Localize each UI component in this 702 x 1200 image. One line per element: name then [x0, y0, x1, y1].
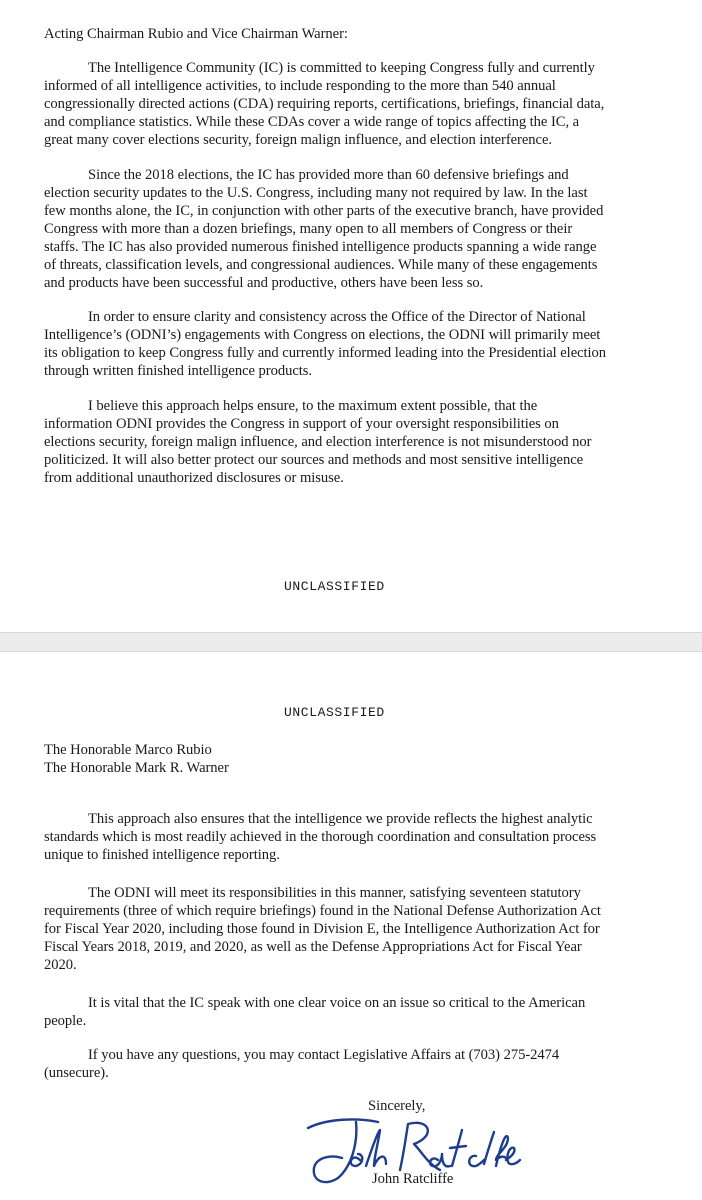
p1-paragraph1-line: The Intelligence Community (IC) is committed to keeping Congress fully and currently: [88, 60, 595, 76]
p2-paragraph2-line: The ODNI will meet its responsibilities in this manner, satisfying seventeen statutory: [88, 885, 581, 901]
p2-paragraph3-line: It is vital that the IC speak with one clear voice on an issue so critical to the American: [88, 995, 586, 1011]
p1-paragraph2-line: of threats, classification levels, and congressional audiences. While many of these engagements: [44, 257, 598, 273]
p2-paragraph2-line: Fiscal Years 2018, 2019, and 2020, as well as the Defense Appropriations Act for Fiscal Year: [44, 939, 582, 955]
p1-paragraph4-line: from additional unauthorized disclosures or misuse.: [44, 470, 344, 486]
p2-paragraph1-line: unique to finished intelligence reporting.: [44, 847, 280, 863]
p2-paragraph1-line: standards which is most readily achieved in the thorough coordination and consultation process: [44, 829, 597, 845]
p1-paragraph3-line: Intelligence’s (ODNI’s) engagements with Congress on elections, the ODNI will primarily meet: [44, 327, 601, 343]
p1-paragraph2-line: few months alone, the IC, in conjunction with other parts of the executive branch, have provided: [44, 203, 604, 219]
addressee-line: The Honorable Mark R. Warner: [44, 760, 229, 776]
p1-paragraph4-line: I believe this approach helps ensure, to the maximum extent possible, that the: [88, 398, 538, 414]
signer-name: John Ratcliffe: [372, 1171, 454, 1187]
p1-paragraph2-line: Congress with more than a dozen briefings, many open to all members of Congress or their: [44, 221, 573, 237]
classification-header: UNCLASSIFIED: [284, 705, 385, 720]
closing: Sincerely,: [368, 1098, 426, 1114]
p1-paragraph4-line: elections security, foreign malign influence, and election interference is not misunderstood nor: [44, 434, 592, 450]
p2-paragraph3-line: people.: [44, 1013, 87, 1029]
page-divider: [0, 632, 702, 652]
p2-paragraph4-line: (unsecure).: [44, 1065, 109, 1081]
p1-paragraph3-line: its obligation to keep Congress fully and currently informed leading into the Presidential election: [44, 345, 607, 361]
p1-paragraph3-line: In order to ensure clarity and consistency across the Office of the Director of National: [88, 309, 586, 325]
p1-paragraph1-line: and compliance statistics. While these CDAs cover a wide range of topics affecting the IC, a: [44, 114, 580, 130]
p1-paragraph4-line: politicized. It will also better protect our sources and methods and most sensitive intelligence: [44, 452, 584, 468]
p2-paragraph1-line: This approach also ensures that the intelligence we provide reflects the highest analytic: [88, 811, 593, 827]
addressee-line: The Honorable Marco Rubio: [44, 742, 212, 758]
p1-paragraph1-line: great many cover elections security, foreign malign influence, and election interference.: [44, 132, 552, 148]
p1-paragraph2-line: and products have been successful and productive, others have been less so.: [44, 275, 484, 291]
p2-paragraph2-line: 2020.: [44, 957, 77, 973]
p1-paragraph2-line: election security updates to the U.S. Congress, including many not required by law. In the last: [44, 185, 588, 201]
salutation: Acting Chairman Rubio and Vice Chairman Warner:: [44, 26, 348, 42]
p2-paragraph2-line: for Fiscal Year 2020, including those found in Division E, the Intelligence Authorization Act for: [44, 921, 600, 937]
p2-paragraph2-line: requirements (three of which require briefings) found in the National Defense Authorization Act: [44, 903, 601, 919]
p1-paragraph1-line: informed of all intelligence activities, to include responding to the more than 540 annual: [44, 78, 556, 94]
p1-paragraph2-line: Since the 2018 elections, the IC has provided more than 60 defensive briefings and: [88, 167, 569, 183]
p1-paragraph2-line: staffs. The IC has also provided numerous finished intelligence products spanning a wide range: [44, 239, 597, 255]
p1-paragraph3-line: through written finished intelligence products.: [44, 363, 312, 379]
p1-paragraph1-line: congressionally directed actions (CDA) requiring reports, certifications, briefings, financial data,: [44, 96, 605, 112]
p2-paragraph4-line: If you have any questions, you may contact Legislative Affairs at (703) 275-2474: [88, 1047, 560, 1063]
p1-paragraph4-line: information ODNI provides the Congress in support of your oversight responsibilities on: [44, 416, 559, 432]
classification-footer: UNCLASSIFIED: [284, 579, 385, 594]
